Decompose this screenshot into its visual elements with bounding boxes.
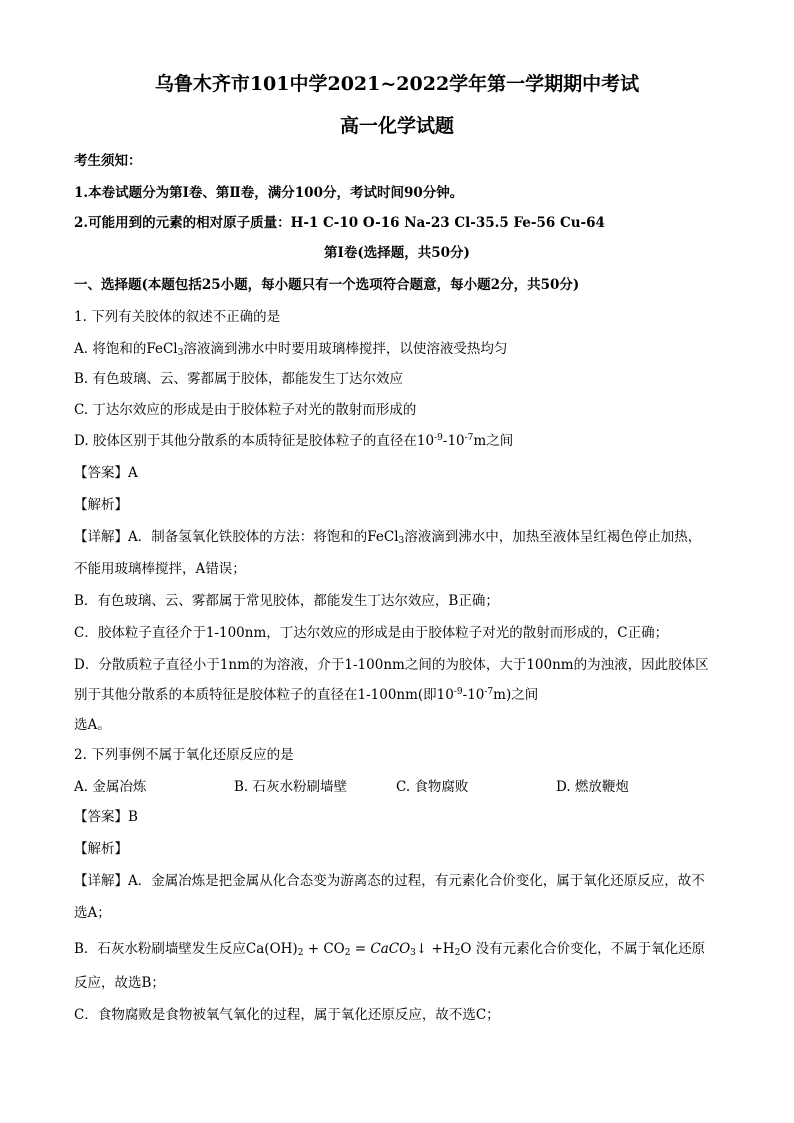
- q2-option-a: A. 金属冶炼: [74, 779, 147, 795]
- q1-detail-a-sub: 3: [398, 536, 405, 546]
- q1-detail-d-sup2: -7: [484, 687, 494, 697]
- q1-detail-b: B．有色玻璃、云、雾都属于常见胶体，都能发生丁达尔效应，B正确；: [74, 593, 499, 609]
- q2-detail-tag: 【详解】: [74, 873, 128, 889]
- q1-option-d: [74, 432, 734, 450]
- q1-option-d-pre: D. 胶体区别于其他分散系的本质特征是胶体粒子的直径在10: [74, 433, 435, 449]
- q1-answer-value: A: [128, 465, 138, 481]
- q2-option-c: C. 食物腐败: [396, 779, 469, 795]
- notice-heading: 考生须知：: [74, 153, 142, 169]
- equation-sub-1: 2: [297, 948, 304, 958]
- q2-answer: [74, 808, 734, 826]
- q1-option-a-post: 溶液滴到沸水中时要用玻璃棒搅拌，以使溶液受热均匀: [183, 341, 508, 357]
- q1-detail-a-post: 溶液滴到沸水中，加热至液体呈红褐色停止加热，: [404, 529, 702, 545]
- q1-option-a: [74, 340, 734, 358]
- q2-detail-c: C．食物腐败是食物被氧气氧化的过程，属于氧化还原反应，故不选C；: [74, 1007, 500, 1023]
- q1-detail-d-pre: 别于其他分散系的本质特征是胶体粒子的直径在1-100nm(即10: [74, 687, 454, 703]
- q1-detail-a-2: 不能用玻璃棒搅拌，A错误；: [74, 561, 246, 577]
- q2-option-d: D. 燃放鞭炮: [556, 779, 629, 795]
- equation-sub-3: 3: [410, 948, 416, 958]
- q1-answer-tag: 【答案】: [74, 465, 128, 481]
- q1-option-d-sup1: -9: [434, 433, 443, 443]
- q1-detail-c: C．胶体粒子直径介于1-100nm，丁达尔效应的形成是由于胶体粒子对光的散射而形成的，C正确；: [74, 625, 669, 641]
- q1-detail-a-1: [74, 528, 734, 546]
- q2-detail-a-2: 选A；: [74, 905, 111, 921]
- q1-option-a-pre: A. 将饱和的FeCl: [74, 341, 178, 357]
- q2-stem: 2. 下列事例不属于氧化还原反应的是: [74, 747, 294, 763]
- notice-item-1: 1.本卷试题分为第Ⅰ卷、第Ⅱ卷，满分100分，考试时间90分钟。: [74, 185, 464, 201]
- equation-plus-h: +H: [427, 941, 455, 957]
- q1-detail-d-post: m)之间: [493, 687, 539, 703]
- q1-detail-tag: 【详解】: [74, 529, 128, 545]
- equation-o: O: [460, 941, 472, 957]
- equation-sub-2: 2: [344, 948, 351, 958]
- q1-detail-d-2: [74, 686, 734, 704]
- equation-ca-oh: Ca(OH): [245, 941, 298, 957]
- q2-answer-value: B: [128, 809, 138, 825]
- exam-title: 乌鲁木齐市101中学2021~2022学年第一学期期中考试: [154, 73, 640, 95]
- q1-detail-d-1: D．分散质粒子直径小于1nm的为溶液，介于1-100nm之间的为胶体，大于100nm的为浊液，因此胶体区: [74, 657, 709, 673]
- equation-caco: CaCO: [370, 941, 411, 957]
- q1-option-a-sub: 3: [177, 348, 184, 358]
- q1-answer: [74, 464, 734, 482]
- q1-option-c: C. 丁达尔效应的形成是由于胶体粒子对光的散射而形成的: [74, 402, 417, 418]
- q2-option-b: B. 石灰水粉刷墙壁: [234, 779, 348, 795]
- notice-item-2: 2.可能用到的元素的相对原子质量：H-1 C-10 O-16 Na-23 Cl-35.5 Fe-56 Cu-64: [74, 215, 605, 231]
- precipitate-arrow-icon: ↓: [415, 941, 428, 957]
- q2-detail-a-text: A．金属冶炼是把金属从化合态变为游离态的过程，有元素化合价变化，属于氧化还原反应，故不: [128, 873, 705, 889]
- q1-stem: 1. 下列有关胶体的叙述不正确的是: [74, 309, 281, 325]
- q2-detail-b-1: [74, 940, 734, 958]
- q1-option-d-sup2: -7: [464, 433, 474, 443]
- q2-detail-b-2: 反应，故选B；: [74, 975, 165, 991]
- section-heading: 一、选择题(本题包括25小题，每小题只有一个选项符合题意，每小题2分，共50分): [74, 277, 580, 293]
- q2-analysis-tag: 【解析】: [74, 841, 128, 857]
- q2-detail-a-1: [74, 872, 734, 890]
- q1-option-d-post: m之间: [473, 433, 514, 449]
- q2-answer-tag: 【答案】: [74, 809, 128, 825]
- q1-detail-d-mid: -10: [462, 687, 485, 703]
- exam-subtitle: 高一化学试题: [339, 115, 454, 137]
- equation-plus-co: + CO: [303, 941, 345, 957]
- q2-detail-b-post: 没有元素化合价变化，不属于氧化还原: [471, 941, 706, 957]
- equation-equals: =: [350, 941, 371, 957]
- q1-detail-a-pre: A．制备氢氧化铁胶体的方法：将饱和的FeCl: [128, 529, 399, 545]
- section-title: 第Ⅰ卷(选择题，共50分): [324, 245, 470, 261]
- q1-detail-d-sup1: -9: [453, 687, 463, 697]
- q1-option-d-mid: -10: [442, 433, 465, 449]
- q2-detail-b-pre: B．石灰水粉刷墙壁发生反应: [74, 941, 246, 957]
- q1-option-b: B. 有色玻璃、云、雾都属于胶体，都能发生丁达尔效应: [74, 371, 404, 387]
- equation-sub-4: 2: [454, 948, 461, 958]
- q1-choice: 选A。: [74, 717, 111, 733]
- q1-analysis-tag: 【解析】: [74, 497, 128, 513]
